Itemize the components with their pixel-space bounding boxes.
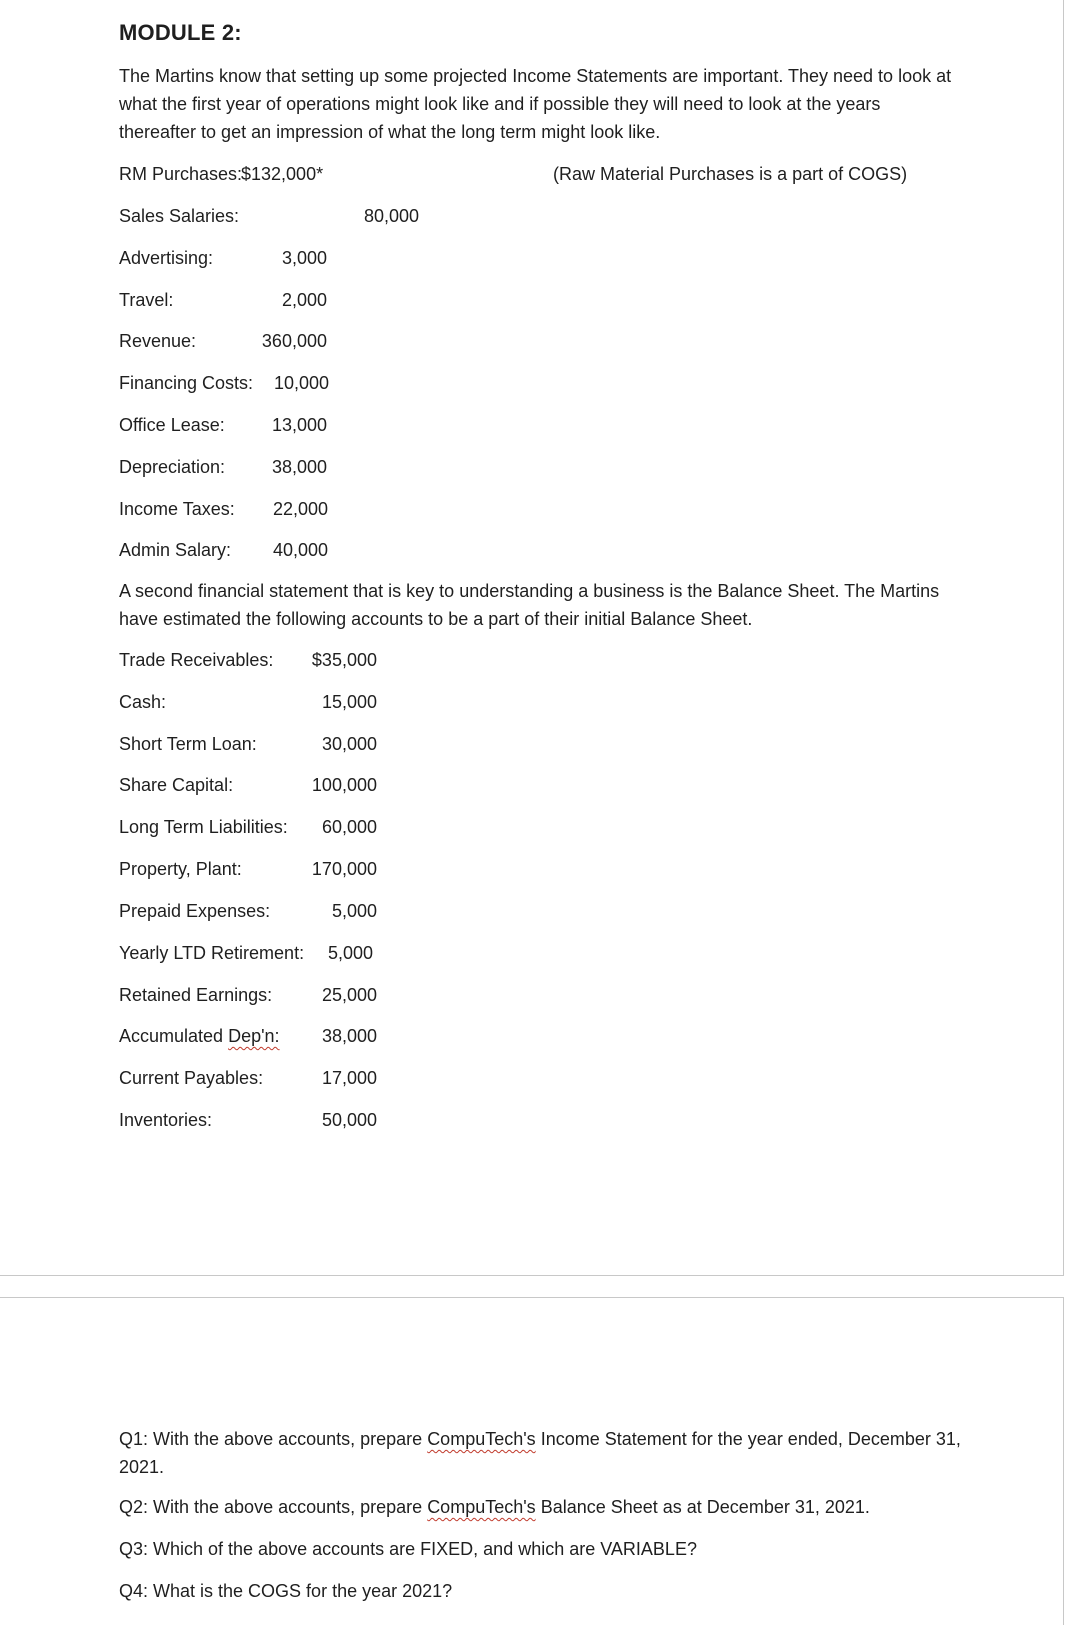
balance-item-label: Short Term Loan: xyxy=(119,734,257,754)
income-item-label: Sales Salaries: xyxy=(119,206,240,226)
income-item-value: 10,000 xyxy=(273,373,329,393)
page-gap xyxy=(0,1276,1068,1297)
income-item-label: Depreciation: xyxy=(119,457,226,477)
balance-item-label: Inventories: xyxy=(119,1110,213,1130)
balance-item-value: 5,000 xyxy=(327,943,373,963)
balance-item-value: 25,000 xyxy=(321,985,377,1005)
module-heading: MODULE 2: xyxy=(119,20,242,45)
balance-item xyxy=(119,815,377,839)
income-item-label: Admin Salary: xyxy=(119,540,232,560)
balance-item-value: 17,000 xyxy=(321,1068,377,1088)
income-item-value: 22,000 xyxy=(272,499,328,519)
income-item xyxy=(119,538,328,562)
income-item-value: 2,000 xyxy=(281,290,327,310)
income-item-label: Revenue: xyxy=(119,331,197,351)
income-item-label: Income Taxes: xyxy=(119,499,235,519)
income-item-value: 13,000 xyxy=(271,415,327,435)
balance-item xyxy=(119,941,373,965)
balance-item xyxy=(119,899,377,923)
income-item-value: 80,000 xyxy=(363,206,419,226)
balance-item-value: 50,000 xyxy=(321,1110,377,1130)
balance-item-label: Property, Plant: xyxy=(119,859,242,879)
question-2-text: Q2: With the above accounts, prepare xyxy=(119,1497,423,1517)
income-item xyxy=(119,497,328,521)
spellcheck-underlined-word: Dep'n: xyxy=(228,1026,280,1046)
balance-item-label: Trade Receivables: xyxy=(119,650,274,670)
question-1-text-end: Income Statement for the year ended, December 31, 2021. xyxy=(119,1429,961,1477)
balance-item-value: 30,000 xyxy=(321,734,377,754)
income-item-label: Office Lease: xyxy=(119,415,225,435)
intro-paragraph: The Martins know that setting up some projected Income Statements are important. They need to look at what the first year of operations might look like and if possible they will need to look at the years thereafter to get an impression of what the long term might look like. xyxy=(119,66,952,142)
question-1-text: Q1: With the above accounts, prepare xyxy=(119,1429,423,1449)
balance-item-label: Long Term Liabilities: xyxy=(119,817,288,837)
balance-item-value: $35,000 xyxy=(311,650,377,670)
balance-item xyxy=(119,690,377,714)
balance-item xyxy=(119,983,377,1007)
income-item xyxy=(119,371,329,395)
income-item-value: 38,000 xyxy=(271,457,327,477)
rm-purchases-row xyxy=(119,162,919,186)
balance-item-label: Prepaid Expenses: xyxy=(119,901,271,921)
balance-item-label: Cash: xyxy=(119,692,167,712)
rm-purchases-label: RM Purchases: xyxy=(119,164,243,184)
spellcheck-underlined-word: CompuTech's xyxy=(427,1497,536,1517)
document-page-2 xyxy=(0,1297,1064,1625)
balance-item xyxy=(119,857,377,881)
income-item-label: Advertising: xyxy=(119,248,214,268)
balance-item xyxy=(119,1024,377,1048)
balance-item-value: 38,000 xyxy=(321,1026,377,1046)
balance-item-value: 100,000 xyxy=(311,775,377,795)
balance-item xyxy=(119,1108,377,1132)
income-item-value: 360,000 xyxy=(261,331,327,351)
income-item-value: 40,000 xyxy=(272,540,328,560)
balance-item xyxy=(119,773,377,797)
income-item-label: Travel: xyxy=(119,290,174,310)
rm-purchases-value: $132,000* xyxy=(241,164,324,184)
question-4: Q4: What is the COGS for the year 2021? xyxy=(119,1581,453,1601)
balance-item-value: 170,000 xyxy=(311,859,377,879)
income-item xyxy=(119,204,419,228)
balance-item-value: 15,000 xyxy=(321,692,377,712)
balance-item-value: 60,000 xyxy=(321,817,377,837)
balance-item xyxy=(119,732,377,756)
balance-item-value: 5,000 xyxy=(331,901,377,921)
question-3: Q3: Which of the above accounts are FIXED, and which are VARIABLE? xyxy=(119,1539,697,1559)
balance-item xyxy=(119,1066,377,1090)
income-item-value: 3,000 xyxy=(281,248,327,268)
question-2 xyxy=(119,1493,979,1521)
question-1 xyxy=(119,1425,979,1481)
rm-purchases-note: (Raw Material Purchases is a part of COGS) xyxy=(553,164,908,184)
income-item-label: Financing Costs: xyxy=(119,373,254,393)
balance-intro-paragraph: A second financial statement that is key to understanding a business is the Balance Sheet. The Martins have estimated the following accounts to be a part of their initial Balance Sheet. xyxy=(119,581,940,629)
income-item xyxy=(119,246,327,270)
income-item xyxy=(119,455,327,479)
spellcheck-underlined-word: CompuTech's xyxy=(427,1429,536,1449)
income-item xyxy=(119,329,327,353)
balance-item-label: Yearly LTD Retirement: xyxy=(119,943,305,963)
question-2-text-end: Balance Sheet as at December 31, 2021. xyxy=(540,1497,870,1517)
balance-item-label-word: Accumulated xyxy=(119,1026,224,1046)
balance-item-label: Current Payables: xyxy=(119,1068,264,1088)
balance-item xyxy=(119,648,377,672)
income-item xyxy=(119,413,327,437)
balance-item-label: Retained Earnings: xyxy=(119,985,273,1005)
income-item xyxy=(119,288,327,312)
balance-item-label: Share Capital: xyxy=(119,775,234,795)
balance-item-label xyxy=(119,1024,280,1048)
